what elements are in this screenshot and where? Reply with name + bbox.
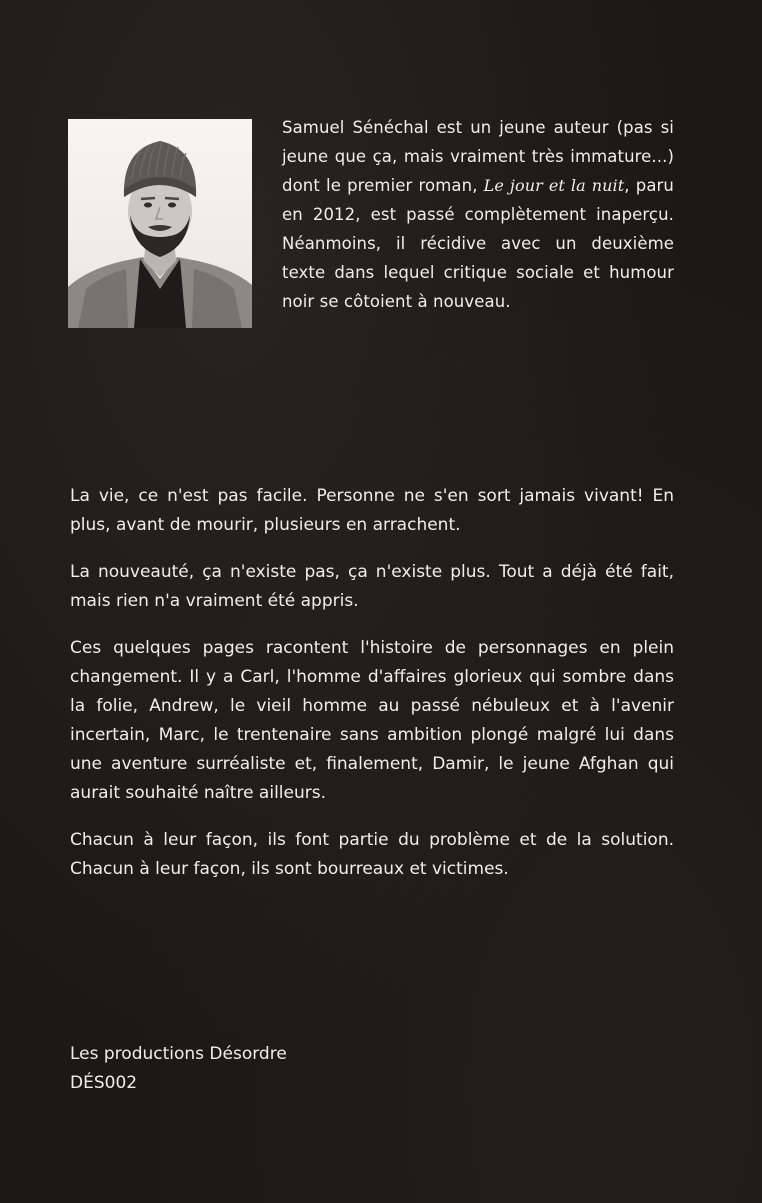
publisher-name: Les productions Désordre <box>70 1044 287 1064</box>
author-photo <box>68 119 252 328</box>
blurb-paragraph-3: Ces quelques pages racontent l'histoire de personnages en plein changement. Il y a Carl, l'homme d'affaires glorieux qui sombre dans la folie, Andrew, le vieil homme au passé nébuleux et à l'avenir incertain, Marc, le trentenaire sans ambition plongé malgré lui dans une aventure surréaliste et, finalement, Damir, le jeune Afghan qui aurait souhaité naître ailleurs. <box>70 638 674 803</box>
publisher-info <box>70 1040 287 1098</box>
blurb-paragraph-2: La nouveauté, ça n'existe pas, ça n'existe plus. Tout a déjà été fait, mais rien n'a vraiment été appris. <box>70 562 674 611</box>
author-bio <box>282 113 674 316</box>
book-title: Le jour et la nuit <box>483 176 625 195</box>
publisher-code: DÉS002 <box>70 1073 138 1093</box>
bio-text-start: Samuel Sénéchal est un jeune auteur (pas si jeune que ça, mais vraiment très immature...) dont le premier roman, <box>282 118 674 195</box>
blurb <box>70 482 674 902</box>
author-portrait-icon <box>68 119 252 328</box>
blurb-paragraph-1: La vie, ce n'est pas facile. Personne ne s'en sort jamais vivant! En plus, avant de mourir, plusieurs en arrachent. <box>70 486 674 535</box>
blurb-paragraph-4: Chacun à leur façon, ils font partie du problème et de la solution. Chacun à leur façon, ils sont bourreaux et victimes. <box>70 830 674 879</box>
bio-text-end: , paru en 2012, est passé complètement inaperçu. Néanmoins, il récidive avec un deuxième texte dans lequel critique sociale et humour noir se côtoient à nouveau. <box>282 176 674 311</box>
